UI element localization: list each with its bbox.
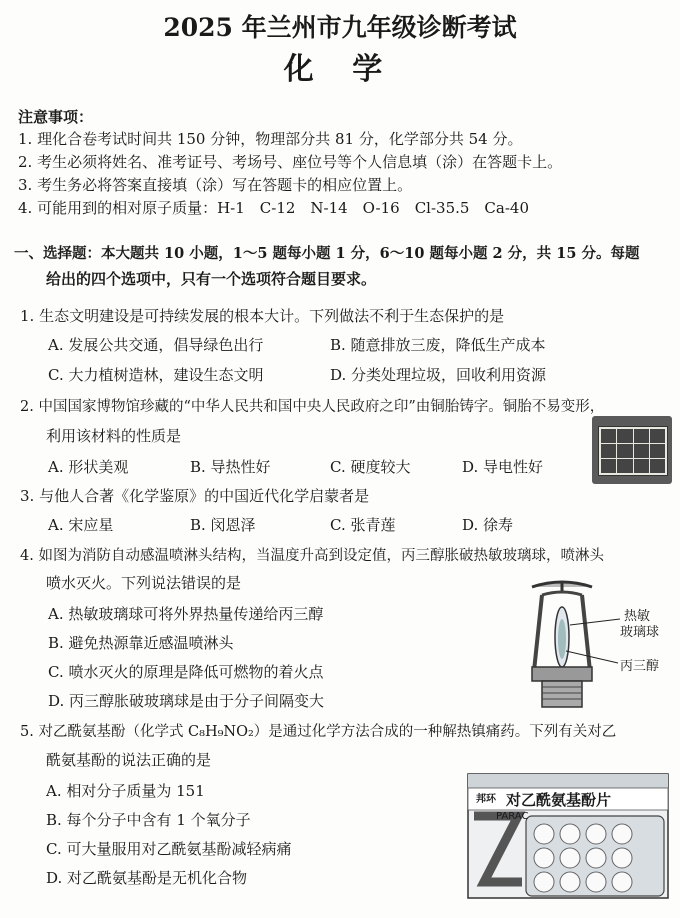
q5-option-c: C. 可大量服用对乙酰氨基酚减轻病痛 xyxy=(46,840,292,858)
q5-option-b: B. 每个分子中含有 1 个氧分子 xyxy=(46,811,251,829)
sprinkler-drawing xyxy=(520,575,670,710)
q2-option-a: A. 形状美观 xyxy=(48,458,129,476)
official-seal-image xyxy=(592,416,672,484)
medicine-name: 对乙酰氨基酚片 xyxy=(506,791,612,809)
note-item: 1. 理化合卷考试时间共 150 分钟，物理部分共 81 分，化学部分共 54 分。 xyxy=(18,130,523,148)
q5-option-d: D. 对乙酰氨基酚是无机化合物 xyxy=(46,869,248,887)
q5-option-a: A. 相对分子质量为 151 xyxy=(46,782,205,800)
q2-stem-cont: 利用该材料的性质是 xyxy=(46,427,182,445)
label-bulb-line2: 玻璃球 xyxy=(620,625,660,640)
q1-stem: 1. 生态文明建设是可持续发展的根本大计。下列做法不利于生态保护的是 xyxy=(20,307,505,325)
q1-option-a: A. 发展公共交通，倡导绿色出行 xyxy=(48,336,264,354)
q2-stem: 2. 中国国家博物馆珍藏的“中华人民共和国中央人民政府之印”由铜胎铸字。铜胎不易变形， xyxy=(20,399,605,415)
section-header: 一、选择题：本大题共 10 小题，1～5 题每小题 1 分，6～10 题每小题 2 分，共 15 分。每题 xyxy=(14,245,640,262)
note-item: 2. 考生必须将姓名、准考证号、考场号、座位号等个人信息填（涂）在答题卡上。 xyxy=(18,153,563,171)
q5-stem-cont: 酰氨基酚的说法正确的是 xyxy=(46,751,212,769)
q1-option-b: B. 随意排放三废，降低生产成本 xyxy=(330,336,546,354)
q3-option-b: B. 闵恩泽 xyxy=(190,516,256,534)
q4-option-d: D. 丙三醇胀破玻璃球是由于分子间隔变大 xyxy=(48,692,325,710)
medicine-brand: 邦环 xyxy=(476,794,496,805)
q1-option-d: D. 分类处理垃圾，回收利用资源 xyxy=(330,366,547,384)
q2-option-c: C. 硬度较大 xyxy=(330,458,411,476)
note-item: 4. 可能用到的相对原子质量：H-1 C-12 N-14 O-16 Cl-35.5 Ca-40 xyxy=(18,199,530,217)
q4-option-a: A. 热敏玻璃球可将外界热量传递给丙三醇 xyxy=(48,605,324,623)
notes-title: 注意事项： xyxy=(18,108,94,126)
sprinkler-figure xyxy=(520,575,670,710)
q4-option-c: C. 喷水灭火的原理是降低可燃物的着火点 xyxy=(48,663,324,681)
medicine-en-name: PARAC xyxy=(496,811,529,822)
note-item: 3. 考生务必将答案直接填（涂）写在答题卡的相应位置上。 xyxy=(18,176,413,194)
q4-stem-cont: 喷水灭火。下列说法错误的是 xyxy=(46,574,242,592)
subject-title: 化 学 xyxy=(283,52,397,87)
q3-option-c: C. 张青莲 xyxy=(330,516,396,534)
q2-option-d: D. 导电性好 xyxy=(462,458,544,476)
q2-option-b: B. 导热性好 xyxy=(190,458,271,476)
section-header-cont: 给出的四个选项中，只有一个选项符合题目要求。 xyxy=(46,270,377,288)
medicine-box-figure xyxy=(466,772,671,900)
q5-stem: 5. 对乙酰氨基酚（化学式 C₈H₉NO₂）是通过化学方法合成的一种解热镇痛药。下列有关对乙 xyxy=(20,724,617,740)
q4-option-b: B. 避免热源靠近感温喷淋头 xyxy=(48,634,234,652)
q1-option-c: C. 大力植树造林，建设生态文明 xyxy=(48,366,264,384)
q3-option-a: A. 宋应星 xyxy=(48,516,114,534)
exam-title: 2025 年兰州市九年级诊断考试 xyxy=(163,13,517,42)
q4-stem: 4. 如图为消防自动感温喷淋头结构，当温度升高到设定值，丙三醇胀破热敏玻璃球，喷淋头 xyxy=(20,548,604,564)
label-glycerol: 丙三醇 xyxy=(620,659,660,674)
q3-option-d: D. 徐寿 xyxy=(462,516,514,534)
q3-stem: 3. 与他人合著《化学鉴原》的中国近代化学启蒙者是 xyxy=(20,487,370,505)
label-bulb-line1: 热敏 xyxy=(624,609,651,624)
